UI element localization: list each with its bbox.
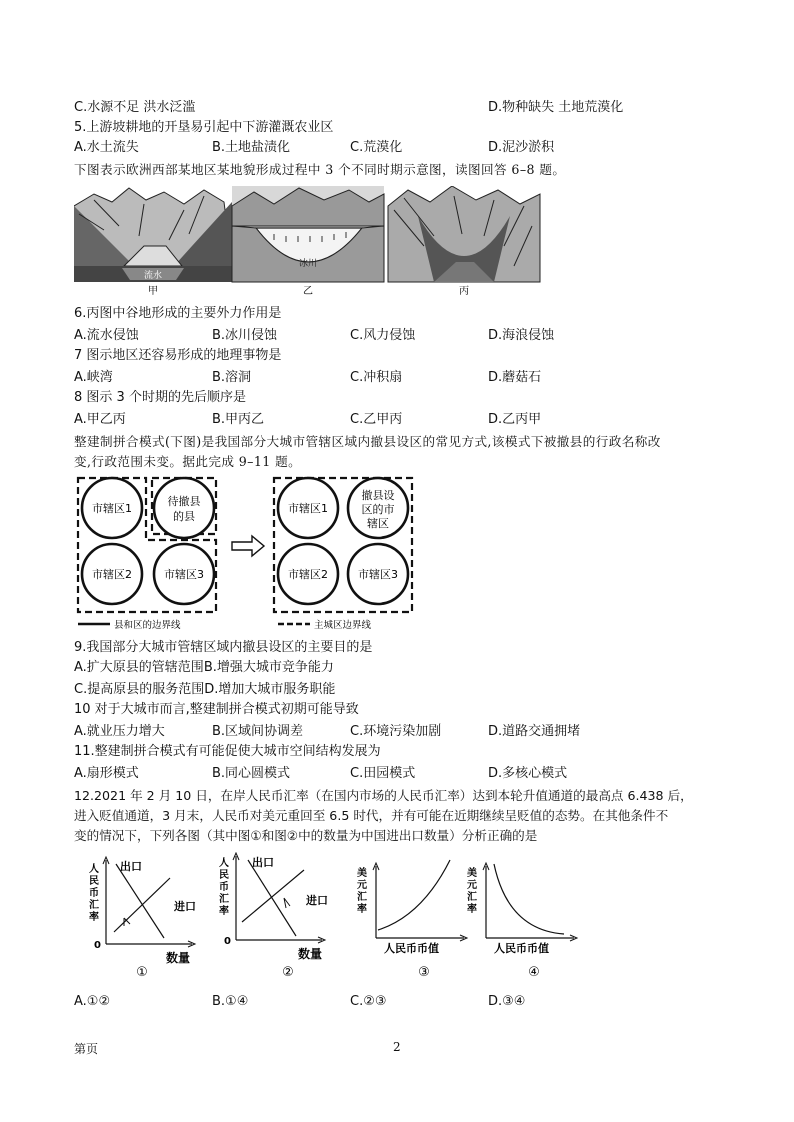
q8-option-a: A.甲乙丙 (74, 412, 126, 427)
g1-ylabel-3: 币 (89, 888, 99, 899)
legend-dashed-label: 主城区边界线 (314, 620, 372, 631)
g2-ylabel-5: 率 (219, 906, 229, 917)
q8-option-c: C.乙甲丙 (350, 412, 403, 427)
q10-option-c: C.环境污染加剧 (350, 724, 442, 739)
g1-xlabel: 数量 (166, 951, 191, 965)
q11-option-c: C.田园模式 (350, 766, 416, 781)
g3-ylabel-3: 汇 (357, 892, 367, 903)
after-new-line1: 撤县设 (361, 489, 395, 502)
before-district-3: 市辖区3 (164, 568, 204, 581)
g2-ylabel-2: 民 (219, 870, 229, 881)
q8-option-b: B.甲丙乙 (212, 412, 265, 427)
g4-ylabel-1: 美 (467, 868, 477, 879)
valley-label-jia: 甲 (148, 286, 158, 297)
after-new-line3: 辖区 (367, 517, 389, 530)
q12-option-c: C.②③ (350, 994, 387, 1009)
after-district-3: 市辖区3 (358, 568, 398, 581)
q7-stem: 7 图示地区还容易形成的地理事物是 (74, 348, 282, 363)
g4-xlabel: 人民币币值 (494, 942, 549, 955)
intro-9-11-line2: 变,行政范围未变。据此完成 9–11 题。 (74, 454, 302, 469)
valley-panel-jia (74, 188, 232, 282)
q6-option-d: D.海浪侵蚀 (488, 328, 555, 343)
g2-ylabel-1: 人 (219, 858, 229, 869)
g4-number: ④ (528, 965, 540, 980)
page-number: 2 (393, 1040, 401, 1054)
g2-export-label: 出口 (252, 856, 274, 869)
q6-stem: 6.丙图中谷地形成的主要外力作用是 (74, 306, 282, 321)
g1-ylabel-1: 人 (89, 864, 99, 875)
graph-4 (467, 863, 577, 980)
after-district-1: 市辖区1 (288, 502, 328, 515)
q9-option-c: C.提高原县的服务范围 (74, 682, 205, 697)
g2-origin: 0 (224, 936, 231, 947)
transform-arrow-icon (232, 536, 264, 556)
q12-line3: 变的情况下，下列各图（其中图①和图②中的数量为中国进出口数量）分析正确的是 (74, 828, 538, 843)
g2-import-label: 进口 (306, 894, 328, 907)
g1-number: ① (136, 965, 148, 980)
before-county-line2: 的县 (173, 510, 195, 523)
q9-option-b: B.增强大城市竞争能力 (203, 660, 334, 675)
q5-option-b: B.土地盐渍化 (212, 140, 291, 155)
g2-number: ② (282, 965, 294, 980)
g1-ylabel-5: 率 (89, 912, 99, 923)
q11-option-a: A.扇形模式 (74, 766, 139, 781)
valley-panel-bing (388, 186, 540, 282)
footer-left: 第页 (74, 1042, 99, 1056)
q9-stem: 9.我国部分大城市管辖区域内撤县设区的主要目的是 (74, 640, 373, 655)
after-new-line2: 区的市 (361, 503, 395, 516)
g3-ylabel-2: 元 (357, 880, 367, 891)
q7-option-a: A.峡湾 (74, 370, 113, 385)
valley-formation-figure (74, 186, 544, 298)
graph-2 (219, 853, 328, 980)
valley-label-bing: 丙 (459, 286, 469, 297)
q11-option-d: D.多核心模式 (488, 766, 568, 781)
q10-option-b: B.区域间协调差 (212, 724, 304, 739)
graph-3 (357, 860, 467, 980)
q9-options-row2 (74, 680, 335, 700)
g1-import-label: 进口 (174, 900, 196, 913)
q10-option-a: A.就业压力增大 (74, 724, 165, 739)
intro-9-11-line1: 整建制拼合模式(下图)是我国部分大城市管辖区域内撤县设区的常见方式,该模式下被撤县的行政名称改 (74, 434, 661, 449)
g1-origin: 0 (94, 940, 101, 951)
g3-ylabel-4: 率 (357, 904, 367, 915)
q4-option-d: D.物种缺失 土地荒漠化 (488, 100, 624, 115)
valley-label-yi: 乙 (303, 286, 313, 297)
q10-stem: 10 对于大城市而言,整建制拼合模式初期可能导致 (74, 702, 359, 717)
q12-option-a: A.①② (74, 994, 111, 1009)
valley-panel-yi (232, 186, 384, 282)
q7-option-b: B.溶洞 (212, 370, 252, 385)
g3-number: ③ (418, 965, 430, 980)
g1-ylabel-2: 民 (89, 876, 99, 887)
q11-option-b: B.同心圆模式 (212, 766, 291, 781)
exchange-rate-graphs (84, 852, 584, 980)
q8-option-d: D.乙丙甲 (488, 412, 542, 427)
q5-stem: 5.上游坡耕地的开垦易引起中下游灌溉农业区 (74, 120, 334, 135)
g4-ylabel-3: 汇 (467, 892, 477, 903)
graph-1 (89, 857, 196, 980)
q7-option-c: C.冲积扇 (350, 370, 403, 385)
g4-ylabel-2: 元 (467, 880, 477, 891)
q12-line2: 进入贬值通道，3 月末，人民币对美元重回至 6.5 时代，并有可能在近期继续呈贬值的态势。在其他条件不 (74, 808, 669, 823)
q5-option-d: D.泥沙淤积 (488, 140, 555, 155)
g2-ylabel-3: 币 (219, 882, 229, 893)
g2-xlabel: 数量 (298, 947, 323, 961)
valley-yi-glacier-label: 冰川 (298, 259, 318, 269)
q12-line1: 12.2021 年 2 月 10 日，在岸人民币汇率（在国内市场的人民币汇率）达到本轮升值通道的最高点 6.438 后， (74, 788, 693, 803)
valley-jia-river-label: 流水 (143, 271, 163, 281)
q10-option-d: D.道路交通拥堵 (488, 724, 581, 739)
q5-option-c: C.荒漠化 (350, 140, 403, 155)
q9-options-row1 (74, 658, 334, 678)
q6-option-c: C.风力侵蚀 (350, 328, 416, 343)
after-district-2: 市辖区2 (288, 568, 328, 581)
g1-export-label: 出口 (120, 860, 142, 873)
merge-mode-diagram (74, 474, 444, 632)
q11-stem: 11.整建制拼合模式有可能促使大城市空间结构发展为 (74, 744, 381, 759)
legend-solid-label: 县和区的边界线 (114, 620, 181, 631)
intro-6-8: 下图表示欧洲西部某地区某地貌形成过程中 3 个不同时期示意图，读图回答 6–8 题。 (74, 162, 566, 177)
q5-option-a: A.水土流失 (74, 140, 139, 155)
before-county-line1: 待撤县 (167, 495, 201, 508)
g3-xlabel: 人民币币值 (384, 942, 439, 955)
before-district-2: 市辖区2 (92, 568, 132, 581)
g1-ylabel-4: 汇 (89, 900, 99, 911)
q6-option-a: A.流水侵蚀 (74, 328, 139, 343)
q8-stem: 8 图示 3 个时期的先后顺序是 (74, 390, 246, 405)
q4-option-c: C.水源不足 洪水泛滥 (74, 100, 196, 115)
before-district-1: 市辖区1 (92, 502, 132, 515)
q9-option-a: A.扩大原县的管辖范围 (74, 660, 204, 675)
q12-option-d: D.③④ (488, 994, 526, 1009)
g4-ylabel-4: 率 (467, 904, 477, 915)
q12-option-b: B.①④ (212, 994, 249, 1009)
g3-ylabel-1: 美 (357, 868, 367, 879)
g2-ylabel-4: 汇 (219, 894, 229, 905)
q9-option-d: D.增加大城市服务职能 (204, 682, 336, 697)
q7-option-d: D.蘑菇石 (488, 370, 542, 385)
q6-option-b: B.冰川侵蚀 (212, 328, 278, 343)
